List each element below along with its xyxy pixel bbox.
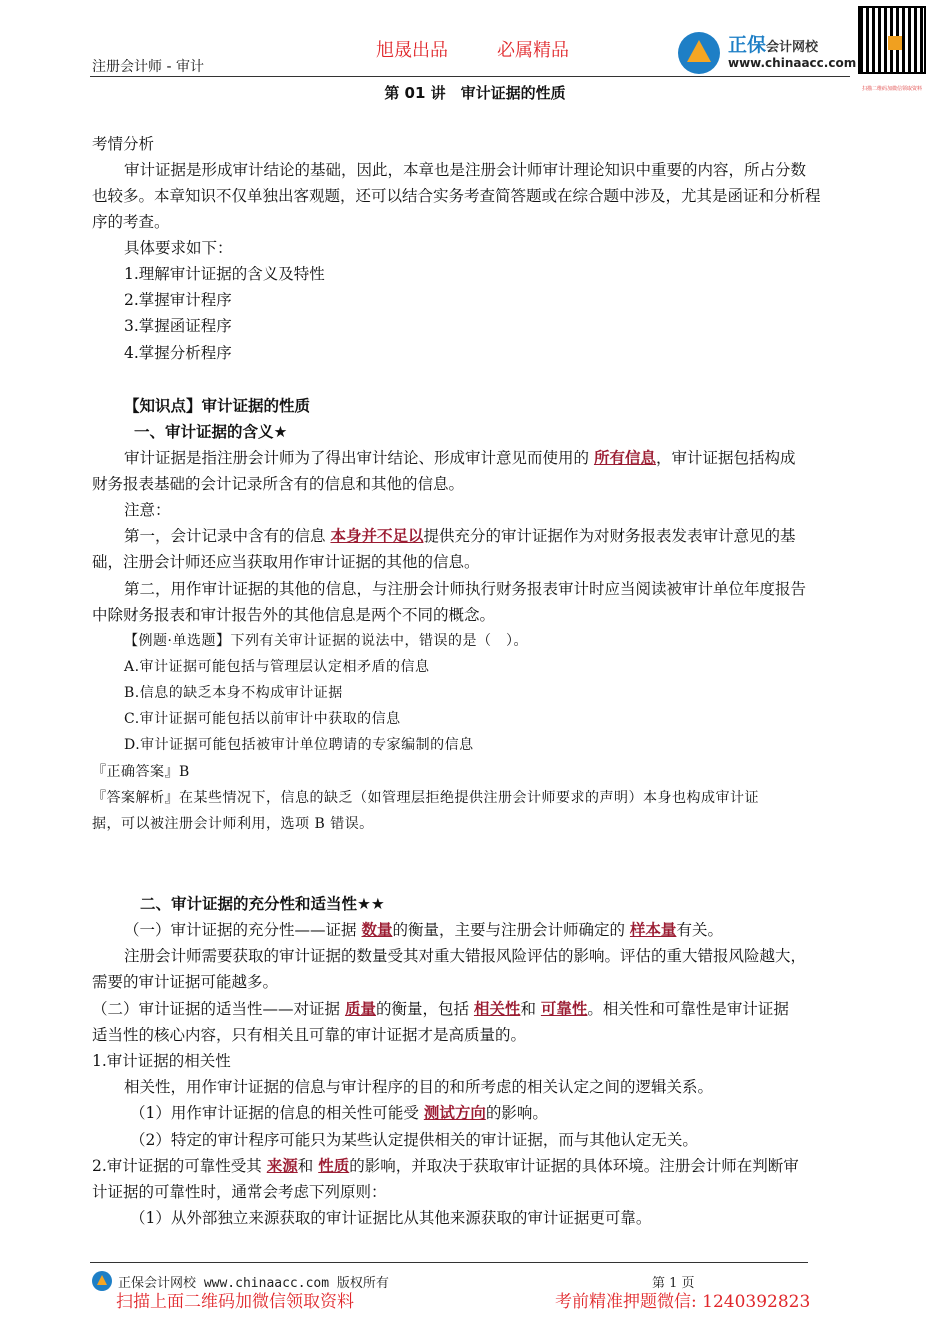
example-option: D.审计证据可能包括被审计单位聘请的专家编制的信息 <box>124 737 474 753</box>
requirement-item: 2.掌握审计程序 <box>124 291 232 309</box>
brand-url: www.chinaacc.com <box>728 56 857 70</box>
definition-line: 财务报表基础的会计记录所含有的信息和其他的信息。 <box>92 475 465 493</box>
sufficiency-line: 注册会计师需要获取的审计证据的数量受其对重大错报风险评估的影响。评估的重大错报风险越大， <box>124 947 807 965</box>
brand-logo <box>678 30 863 76</box>
example-question: 【例题·单选题】下列有关审计证据的说法中，错误的是（ ）。 <box>124 633 528 649</box>
knowledge-point-heading: 【知识点】审计证据的性质 <box>124 397 311 415</box>
keyword: 样本量 <box>629 921 677 939</box>
sufficiency-line: （一）审计证据的充分性——证据 数量的衡量，主要与注册会计师确定的 样本量有关。 <box>124 921 723 939</box>
keyword: 所有信息 <box>593 449 656 467</box>
keyword: 性质 <box>318 1157 350 1175</box>
section-heading: 一、审计证据的含义★ <box>134 423 288 441</box>
example-answer: 『正确答案』B <box>92 764 190 780</box>
requirements-heading: 具体要求如下： <box>124 239 233 257</box>
definition-line: 审计证据是指注册会计师为了得出审计结论、形成审计意见而使用的 所有信息，审计证据包括构成 <box>124 449 796 467</box>
keyword: 本身并不足以 <box>330 527 424 545</box>
relevance-line: （2）特定的审计程序可能只为某些认定提供相关的审计证据，而与其他认定无关。 <box>130 1131 698 1149</box>
keyword: 测试方向 <box>423 1104 486 1122</box>
sufficiency-line: 需要的审计证据可能越多。 <box>92 973 279 991</box>
keyword: 数量 <box>361 921 393 939</box>
example-analysis: 『答案解析』在某些情况下，信息的缺乏（如管理层拒绝提供注册会计师要求的声明）本身也构成审计证 <box>92 790 759 806</box>
brand-name: 正保会计网校 <box>728 34 819 56</box>
footer-copyright: 正保会计网校 www.chinaacc.com 版权所有 <box>118 1276 389 1291</box>
analysis-heading: 考情分析 <box>92 135 155 153</box>
page-title: 第 01 讲 审计证据的性质 <box>384 84 566 102</box>
requirement-item: 3.掌握函证程序 <box>124 317 232 335</box>
requirement-item: 1.理解审计证据的含义及特性 <box>124 265 325 283</box>
footer-promo-left: 扫描上面二维码加微信领取资料 <box>116 1292 354 1312</box>
promo-right: 必属精品 <box>497 40 569 61</box>
reliability-line: 2.审计证据的可靠性受其 来源和 性质的影响，并取决于获取审计证据的具体环境。注册会计师在判断审 <box>92 1157 799 1175</box>
relevance-line: （1）用作审计证据的信息的相关性可能受 测试方向的影响。 <box>130 1104 548 1122</box>
note-line: 第二，用作审计证据的其他的信息，与注册会计师执行财务报表审计时应当阅读被审计单位年度报告 <box>124 580 807 598</box>
qr-note: 扫描二维码加微信领取资料 <box>862 86 923 92</box>
relevance-heading: 1.审计证据的相关性 <box>92 1052 231 1070</box>
analysis-line: 审计证据是形成审计结论的基础，因此，本章也是注册会计师审计理论知识中重要的内容，所占分数 <box>124 161 807 179</box>
section-heading: 二、审计证据的充分性和适当性★★ <box>140 895 385 913</box>
keyword: 来源 <box>266 1157 298 1175</box>
header-divider <box>90 76 850 77</box>
requirement-item: 4.掌握分析程序 <box>124 344 232 362</box>
note-line: 中除财务报表和审计报告外的其他信息是两个不同的概念。 <box>92 606 496 624</box>
relevance-line: 相关性，用作审计证据的信息与审计程序的目的和所考虑的相关认定之间的逻辑关系。 <box>124 1078 714 1096</box>
analysis-line: 也较多。本章知识不仅单独出客观题，还可以结合实务考查简答题或在综合题中涉及，尤其是函证和分析程 <box>92 187 821 205</box>
example-option: A.审计证据可能包括与管理层认定相矛盾的信息 <box>124 659 430 675</box>
keyword: 可靠性 <box>540 1000 588 1018</box>
footer-page-number: 第 1 页 <box>652 1276 695 1291</box>
qr-center-logo-icon <box>888 36 902 50</box>
appropriateness-line: 适当性的核心内容，只有相关且可靠的审计证据才是高质量的。 <box>92 1026 527 1044</box>
footer-promo-right: 考前精准押题微信: 1240392823 <box>555 1292 811 1312</box>
example-analysis: 据，可以被注册会计师利用，选项 B 错误。 <box>92 816 374 832</box>
keyword: 质量 <box>344 1000 376 1018</box>
reliability-line: （1）从外部独立来源获取的审计证据比从其他来源获取的审计证据更可靠。 <box>130 1209 652 1227</box>
note-line: 第一，会计记录中含有的信息 本身并不足以提供充分的审计证据作为对财务报表发表审计意见的基 <box>124 527 796 545</box>
logo-triangle-icon <box>687 40 711 62</box>
footer-logo-triangle-icon <box>97 1275 107 1285</box>
footer-divider <box>90 1262 808 1263</box>
note-line: 础，注册会计师还应当获取用作审计证据的其他的信息。 <box>92 553 480 571</box>
analysis-line: 序的考查。 <box>92 213 170 231</box>
reliability-line: 计证据的可靠性时，通常会考虑下列原则： <box>92 1183 387 1201</box>
promo-left: 旭晟出品 <box>376 40 448 61</box>
course-label: 注册会计师 - 审计 <box>92 59 204 75</box>
example-option: B.信息的缺乏本身不构成审计证据 <box>124 685 343 701</box>
note-label: 注意： <box>124 501 171 519</box>
appropriateness-line: （二）审计证据的适当性——对证据 质量的衡量，包括 相关性和 可靠性。相关性和可靠性是审计证据 <box>92 1000 789 1018</box>
example-option: C.审计证据可能包括以前审计中获取的信息 <box>124 711 401 727</box>
keyword: 相关性 <box>473 1000 521 1018</box>
